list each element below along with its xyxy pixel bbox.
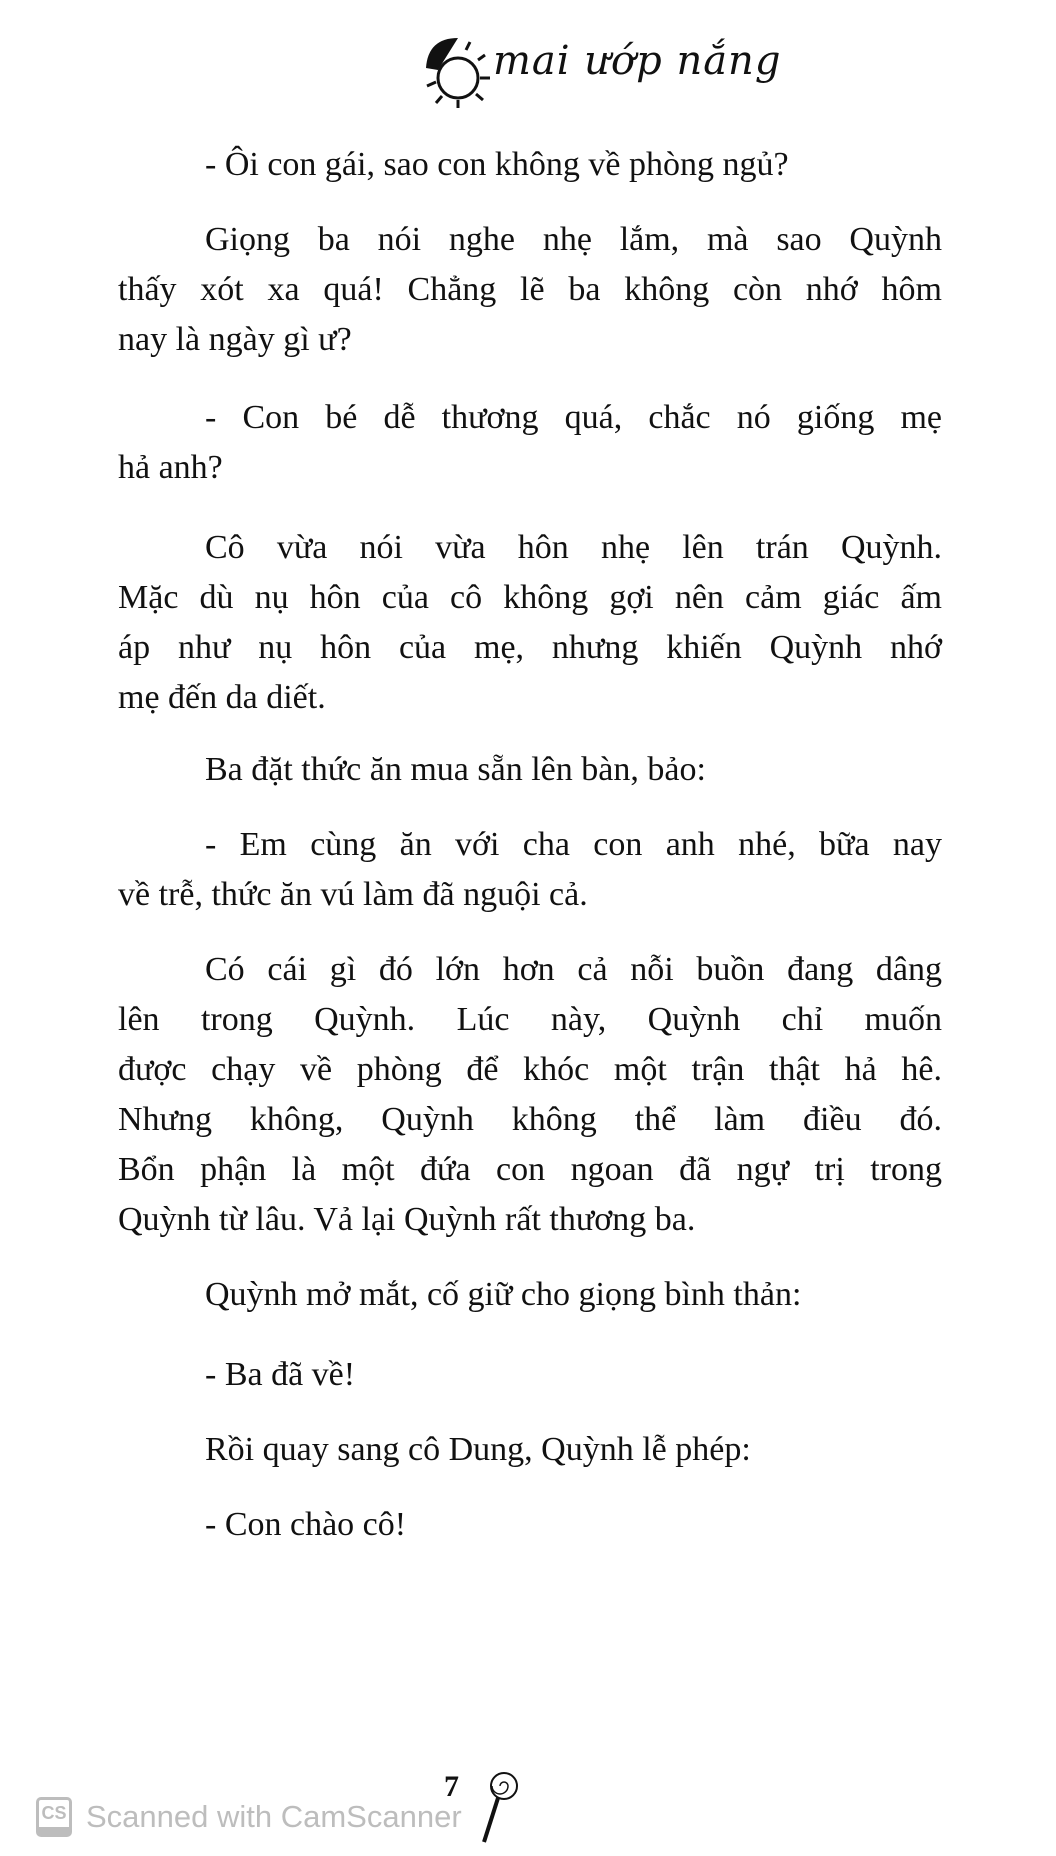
page-number: 7: [444, 1770, 459, 1803]
watermark-text: Scanned with CamScanner: [86, 1799, 462, 1834]
text-line: Bổn phận là một đứa con ngoan đã ngự trị trong: [118, 1151, 942, 1188]
text-line: Quỳnh từ lâu. Vả lại Quỳnh rất thương ba.: [118, 1201, 696, 1238]
running-header: [418, 30, 978, 110]
text-line: Nhưng không, Quỳnh không thể làm điều đó.: [118, 1101, 942, 1138]
text-line: về trễ, thức ăn vú làm đã nguội cả.: [118, 876, 588, 913]
text-line: - Ôi con gái, sao con không về phòng ngủ?: [205, 146, 789, 183]
lollipop-icon: [478, 1770, 518, 1850]
text-line: - Con bé dễ thương quá, chắc nó giống mẹ: [205, 399, 942, 436]
text-line: Có cái gì đó lớn hơn cả nỗi buồn đang dâng: [205, 951, 942, 988]
text-line: Quỳnh mở mắt, cố giữ cho giọng bình thản:: [205, 1276, 802, 1313]
book-title: mai ướp nắng: [493, 38, 782, 84]
text-line: Cô vừa nói vừa hôn nhẹ lên trán Quỳnh.: [205, 529, 942, 566]
text-line: thấy xót xa quá! Chẳng lẽ ba không còn nhớ hôm: [118, 271, 942, 308]
text-line: Mặc dù nụ hôn của cô không gợi nên cảm giác ấm: [118, 579, 942, 616]
text-line: - Con chào cô!: [205, 1506, 407, 1543]
camscanner-watermark: [36, 1797, 462, 1837]
text-line: áp như nụ hôn của mẹ, nhưng khiến Quỳnh nhớ: [118, 629, 942, 666]
sun-umbrella-icon: [418, 30, 498, 110]
text-line: Rồi quay sang cô Dung, Quỳnh lễ phép:: [205, 1431, 751, 1468]
text-line: - Ba đã về!: [205, 1356, 356, 1393]
camscanner-logo: CS: [36, 1797, 72, 1837]
text-line: nay là ngày gì ư?: [118, 321, 352, 358]
text-line: Ba đặt thức ăn mua sẵn lên bàn, bảo:: [205, 751, 706, 788]
text-line: mẹ đến da diết.: [118, 679, 326, 716]
text-line: hả anh?: [118, 449, 223, 486]
text-line: Giọng ba nói nghe nhẹ lắm, mà sao Quỳnh: [205, 221, 942, 258]
text-line: - Em cùng ăn với cha con anh nhé, bữa nay: [205, 826, 942, 863]
text-line: được chạy về phòng để khóc một trận thật hả hê.: [118, 1051, 942, 1088]
text-line: lên trong Quỳnh. Lúc này, Quỳnh chỉ muốn: [118, 1001, 942, 1038]
